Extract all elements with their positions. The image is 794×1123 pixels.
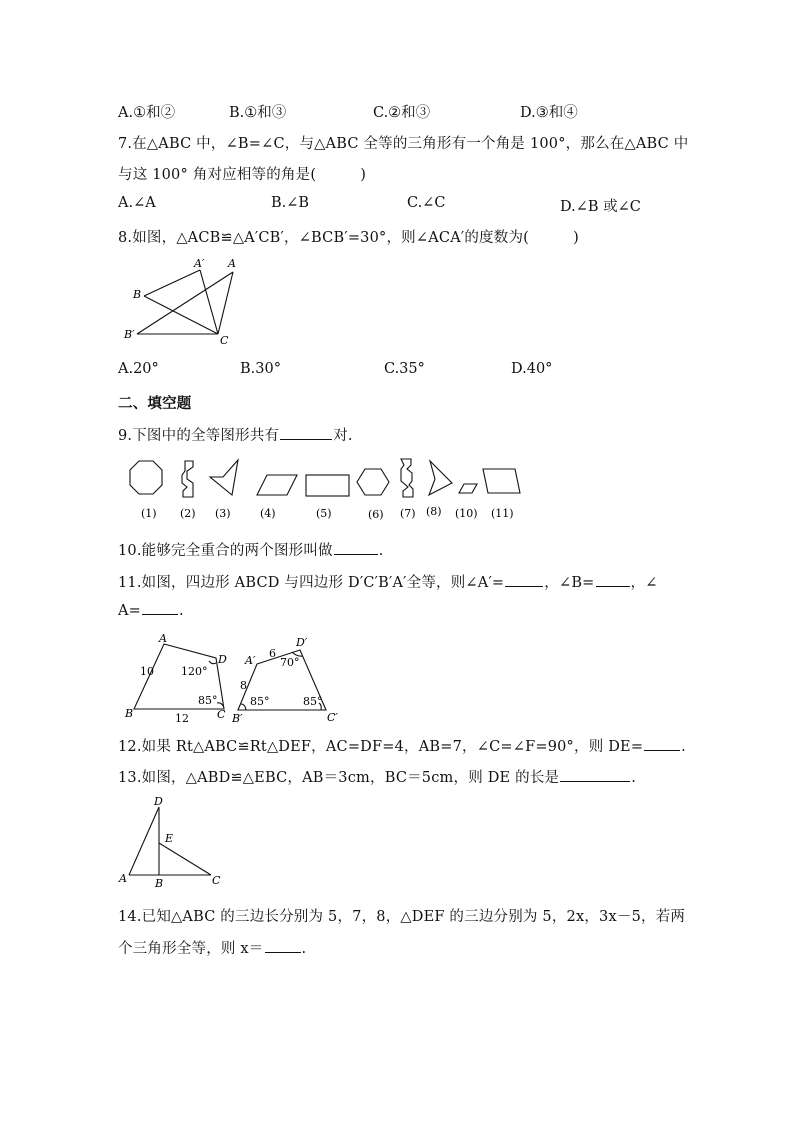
- q11-blank-a[interactable]: [142, 613, 178, 615]
- q13-figure: [115, 795, 235, 895]
- q9-text-before: 9.下图中的全等图形共有: [118, 428, 280, 444]
- q11-fig2-angle-d: 70°: [280, 656, 300, 669]
- q13-text-before: 13.如图，△ABD≌△EBC，AB＝3cm，BC＝5cm，则 DE 的长是: [118, 770, 560, 786]
- q7-text-line1: 7.在△ABC 中，∠B=∠C，与△ABC 全等的三角形有一个角是 100°，那么在△ABC 中: [118, 136, 689, 152]
- q9-shape-label-2: (2): [180, 507, 196, 520]
- q11-fig1-label-c: C: [217, 708, 226, 721]
- q11-fig1-angle-d: 120°: [181, 665, 208, 678]
- q11-fig1-side-ab: 10: [140, 665, 154, 678]
- q13-label-d: D: [154, 795, 163, 808]
- q10-text-before: 10.能够完全重合的两个图形叫做: [118, 543, 333, 559]
- q11-fig2-angle-b: 85°: [250, 695, 270, 708]
- q6-option-a: A.①和②: [118, 105, 176, 121]
- q11-fig2-label-a: A′: [245, 654, 256, 667]
- q11-fig2-angle-c: 85°: [303, 695, 323, 708]
- q11-fig1-label-a: A: [159, 632, 167, 645]
- q8-option-d: D.40°: [511, 361, 553, 377]
- q13-label-e: E: [165, 832, 174, 845]
- q7-option-a: A.∠A: [118, 195, 156, 211]
- q11-text-line1: [118, 571, 658, 592]
- q11-text-c: ，∠: [630, 575, 658, 591]
- q12-text-before: 12.如果 Rt△ABC≌Rt△DEF，AC=DF=4，AB=7，∠C=∠F=90°，则 DE=: [118, 739, 644, 755]
- q11-fig2-label-b: B′: [232, 712, 243, 725]
- q10-answer-blank[interactable]: [334, 553, 378, 555]
- q11-blank-a-prime[interactable]: [505, 585, 543, 587]
- q13-label-c: C: [212, 874, 221, 887]
- q8-option-a: A.20°: [118, 361, 159, 377]
- q9-shape-label-7: (7): [400, 507, 416, 520]
- q14-text-line2: [118, 937, 306, 958]
- q8-label-a: A: [228, 257, 236, 270]
- q11-fig1-side-bc: 12: [175, 712, 189, 725]
- q9-shape-label-4: (4): [260, 507, 276, 520]
- q9-shape-label-11: (11): [491, 507, 514, 520]
- q7-text-line2: 与这 100° 角对应相等的角是( ): [118, 167, 367, 183]
- q11-fig1-label-b: B: [125, 707, 134, 720]
- q7-option-d: D.∠B 或∠C: [560, 199, 641, 215]
- q12-answer-blank[interactable]: [644, 749, 680, 751]
- q11-fig2-label-d: D′: [296, 636, 308, 649]
- q12-text-after: .: [681, 739, 686, 755]
- q9-shape-label-5: (5): [316, 507, 332, 520]
- q9-shape-label-6: (6): [368, 508, 384, 521]
- q11-fig1-label-d: D: [218, 653, 227, 666]
- q13-text-after: .: [631, 770, 637, 786]
- q11-text-line2: [118, 603, 184, 619]
- q9-shape-label-8: (8): [426, 505, 442, 518]
- q11-fig2-label-c: C′: [327, 711, 338, 724]
- q8-label-b: B: [133, 288, 142, 301]
- q11-blank-b[interactable]: [596, 585, 630, 587]
- q9-text: [118, 424, 353, 445]
- q6-option-b: B.①和③: [229, 105, 287, 121]
- q13-text: [118, 766, 636, 787]
- q8-option-b: B.30°: [240, 361, 281, 377]
- q14-text-line1: 14.已知△ABC 的三边长分别为 5，7，8，△DEF 的三边分别为 5，2x，3x－5，若两: [118, 909, 686, 925]
- q7-option-b: B.∠B: [271, 195, 310, 211]
- q12-text: [118, 735, 686, 756]
- q11-text-b: ，∠B=: [544, 575, 595, 591]
- q10-text: [118, 539, 384, 560]
- q6-option-d: D.③和④: [520, 105, 578, 121]
- q8-label-a-prime: A′: [194, 257, 205, 270]
- q13-label-b: B: [155, 877, 164, 890]
- q10-text-after: .: [378, 543, 384, 559]
- q11-fig1-angle-c: 85°: [198, 694, 218, 707]
- q6-option-c: C.②和③: [373, 105, 431, 121]
- q14-line2-before: 个三角形全等，则 x＝: [118, 941, 264, 957]
- q9-shape-label-10: (10): [455, 507, 478, 520]
- q8-option-c: C.35°: [384, 361, 425, 377]
- q11-line2-before: A=: [118, 603, 142, 619]
- q14-line2-after: .: [301, 941, 307, 957]
- q11-fig2-side-ad: 6: [269, 647, 276, 660]
- q9-shape-label-1: (1): [141, 507, 157, 520]
- q11-fig2-side-ab: 8: [240, 679, 247, 692]
- q7-option-c: C.∠C: [407, 195, 446, 211]
- q9-text-after: 对.: [333, 428, 353, 444]
- q9-answer-blank[interactable]: [280, 438, 332, 440]
- q8-label-c: C: [220, 334, 229, 347]
- q13-label-a: A: [119, 872, 127, 885]
- q8-text: 8.如图，△ACB≌△A′CB′，∠BCB′=30°，则∠ACA′的度数为( ): [118, 230, 579, 246]
- section-title: 二、填空题: [118, 395, 192, 412]
- q8-label-b-prime: B′: [124, 328, 135, 341]
- q14-answer-blank[interactable]: [265, 951, 301, 953]
- q8-figure: [120, 252, 250, 352]
- q11-text-a: 11.如图，四边形 ABCD 与四边形 D′C′B′A′全等，则∠A′=: [118, 575, 505, 591]
- q9-shapes-figure: [125, 455, 525, 525]
- q11-figure: [120, 630, 360, 730]
- q11-line2-after: .: [179, 603, 184, 619]
- q13-answer-blank[interactable]: [560, 780, 630, 782]
- q9-shape-label-3: (3): [215, 507, 231, 520]
